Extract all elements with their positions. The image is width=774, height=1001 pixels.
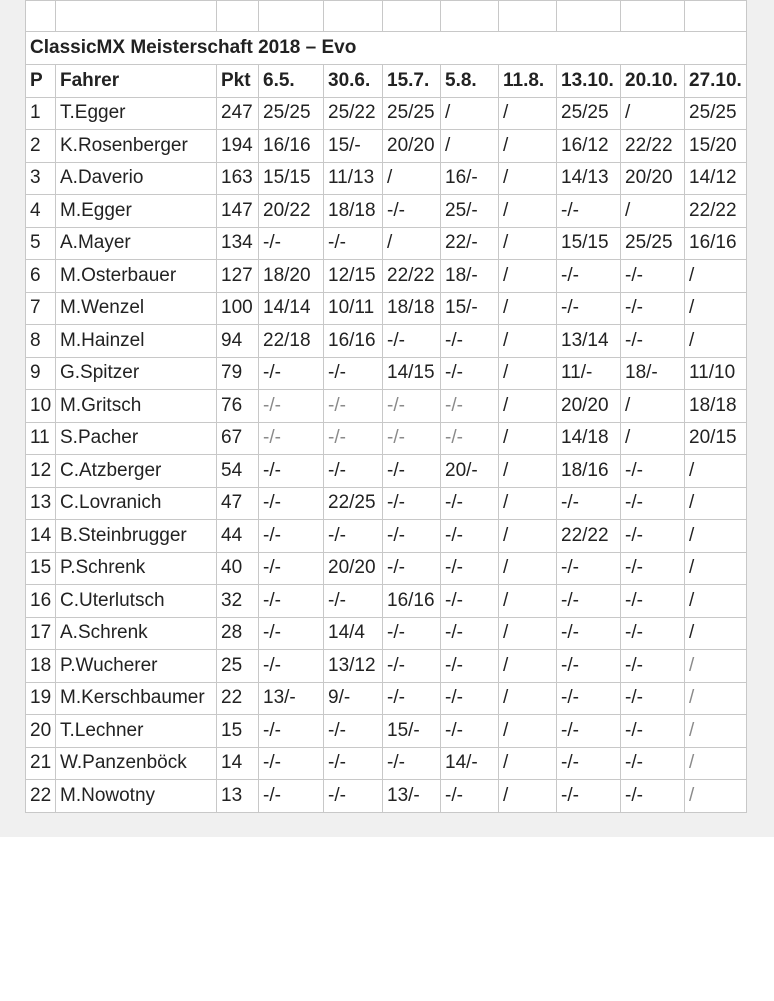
table-cell: 15/15 — [259, 162, 324, 195]
table-cell: / — [685, 617, 747, 650]
table-row — [26, 487, 747, 520]
table-cell: S.Pacher — [56, 422, 217, 455]
table-row — [26, 422, 747, 455]
table-cell: 14/18 — [557, 422, 621, 455]
table-cell: -/- — [557, 487, 621, 520]
table-cell: 25/- — [441, 195, 499, 228]
table-row — [26, 195, 747, 228]
table-cell: -/- — [621, 715, 685, 748]
column-header: 20.10. — [621, 65, 685, 98]
table-row — [26, 260, 747, 293]
column-header: 15.7. — [383, 65, 441, 98]
table-cell: 47 — [217, 487, 259, 520]
table-cell: / — [499, 617, 557, 650]
table-cell: -/- — [324, 747, 383, 780]
table-cell: 25/22 — [324, 97, 383, 130]
table-cell: 134 — [217, 227, 259, 260]
table-cell: / — [383, 162, 441, 195]
table-cell: -/- — [259, 455, 324, 488]
table-cell: -/- — [259, 780, 324, 813]
table-cell: 22/22 — [621, 130, 685, 163]
table-cell: 16 — [26, 585, 56, 618]
table-cell: -/- — [621, 552, 685, 585]
table-cell: A.Schrenk — [56, 617, 217, 650]
table-cell: 11/- — [557, 357, 621, 390]
table-cell: -/- — [383, 422, 441, 455]
table-cell: -/- — [557, 617, 621, 650]
table-cell: -/- — [621, 520, 685, 553]
table-cell: / — [685, 260, 747, 293]
table-cell: 13/12 — [324, 650, 383, 683]
table-cell: -/- — [621, 747, 685, 780]
header-row — [26, 65, 747, 98]
table-cell: / — [499, 520, 557, 553]
table-cell: M.Nowotny — [56, 780, 217, 813]
table-cell: 22/22 — [685, 195, 747, 228]
table-cell: M.Gritsch — [56, 390, 217, 423]
table-cell: -/- — [383, 325, 441, 358]
table-cell: T.Egger — [56, 97, 217, 130]
table-cell: 18/18 — [685, 390, 747, 423]
table-cell: / — [383, 227, 441, 260]
table-cell: -/- — [324, 715, 383, 748]
table-row — [26, 780, 747, 813]
table-row — [26, 130, 747, 163]
table-cell: -/- — [259, 585, 324, 618]
table-cell: -/- — [324, 227, 383, 260]
table-cell: / — [499, 650, 557, 683]
table-cell: -/- — [383, 650, 441, 683]
table-cell: 3 — [26, 162, 56, 195]
table-cell: / — [685, 780, 747, 813]
table-row — [26, 617, 747, 650]
table-cell: / — [499, 195, 557, 228]
table-cell: / — [499, 162, 557, 195]
table-cell: -/- — [621, 682, 685, 715]
table-cell: 10/11 — [324, 292, 383, 325]
table-cell: -/- — [441, 422, 499, 455]
table-cell: -/- — [557, 682, 621, 715]
column-header: 5.8. — [441, 65, 499, 98]
table-cell: 14/13 — [557, 162, 621, 195]
table-cell: 6 — [26, 260, 56, 293]
table-cell: -/- — [259, 487, 324, 520]
table-cell: 12/15 — [324, 260, 383, 293]
table-cell: -/- — [557, 292, 621, 325]
table-cell: -/- — [621, 487, 685, 520]
table-cell: T.Lechner — [56, 715, 217, 748]
column-header: 13.10. — [557, 65, 621, 98]
table-row — [26, 552, 747, 585]
table-cell: 18/- — [441, 260, 499, 293]
table-cell: 22/25 — [324, 487, 383, 520]
table-row — [26, 520, 747, 553]
table-cell: -/- — [621, 650, 685, 683]
table-cell: M.Osterbauer — [56, 260, 217, 293]
table-cell: 2 — [26, 130, 56, 163]
table-cell: -/- — [259, 390, 324, 423]
table-cell: 16/12 — [557, 130, 621, 163]
table-cell: W.Panzenböck — [56, 747, 217, 780]
table-cell: 25/25 — [259, 97, 324, 130]
table-cell: C.Uterlutsch — [56, 585, 217, 618]
table-cell: 79 — [217, 357, 259, 390]
column-header: 27.10. — [685, 65, 747, 98]
table-cell: / — [499, 682, 557, 715]
table-cell: 100 — [217, 292, 259, 325]
table-cell: / — [685, 552, 747, 585]
table-cell: 13 — [26, 487, 56, 520]
table-cell: 13 — [217, 780, 259, 813]
table-cell: 18/18 — [383, 292, 441, 325]
table-cell: 14/- — [441, 747, 499, 780]
table-cell: G.Spitzer — [56, 357, 217, 390]
table-cell: -/- — [557, 780, 621, 813]
column-header: 11.8. — [499, 65, 557, 98]
table-cell: -/- — [259, 552, 324, 585]
table-cell: M.Wenzel — [56, 292, 217, 325]
table-cell: -/- — [557, 747, 621, 780]
table-cell: 5 — [26, 227, 56, 260]
table-cell: 17 — [26, 617, 56, 650]
table-cell: 18 — [26, 650, 56, 683]
table-cell: -/- — [441, 617, 499, 650]
table-cell: / — [499, 585, 557, 618]
table-cell: 16/16 — [324, 325, 383, 358]
table-cell: 22 — [26, 780, 56, 813]
table-cell: -/- — [324, 422, 383, 455]
table-cell: / — [621, 422, 685, 455]
column-header: 30.6. — [324, 65, 383, 98]
table-cell: -/- — [621, 585, 685, 618]
table-cell: -/- — [557, 195, 621, 228]
table-cell: 247 — [217, 97, 259, 130]
table-cell: / — [499, 97, 557, 130]
table-cell: 16/- — [441, 162, 499, 195]
table-cell: M.Hainzel — [56, 325, 217, 358]
table-cell: -/- — [621, 325, 685, 358]
table-cell: 20/20 — [621, 162, 685, 195]
table-row — [26, 292, 747, 325]
empty-row — [26, 1, 747, 32]
table-cell: -/- — [621, 260, 685, 293]
table-cell: / — [499, 780, 557, 813]
table-cell: 14 — [26, 520, 56, 553]
table-cell: / — [499, 227, 557, 260]
table-cell: -/- — [383, 682, 441, 715]
table-cell: 14/15 — [383, 357, 441, 390]
table-cell: / — [499, 422, 557, 455]
table-cell: 18/20 — [259, 260, 324, 293]
table-row — [26, 390, 747, 423]
table-cell: -/- — [557, 585, 621, 618]
table-cell: -/- — [441, 650, 499, 683]
table-cell: -/- — [557, 650, 621, 683]
table-cell: 20/- — [441, 455, 499, 488]
table-row — [26, 162, 747, 195]
table-cell: 15/- — [383, 715, 441, 748]
standings-table — [25, 0, 747, 813]
table-cell: -/- — [557, 260, 621, 293]
table-cell: / — [499, 747, 557, 780]
table-cell: 22/18 — [259, 325, 324, 358]
table-cell: -/- — [324, 455, 383, 488]
table-cell: 76 — [217, 390, 259, 423]
table-cell: -/- — [259, 650, 324, 683]
table-cell: / — [685, 325, 747, 358]
table-cell: / — [499, 292, 557, 325]
table-cell: C.Lovranich — [56, 487, 217, 520]
table-cell: / — [621, 195, 685, 228]
table-cell: 15/- — [441, 292, 499, 325]
table-cell: / — [685, 747, 747, 780]
table-cell: 28 — [217, 617, 259, 650]
table-cell: / — [499, 552, 557, 585]
table-cell: / — [499, 130, 557, 163]
column-header: P — [26, 65, 56, 98]
table-cell: -/- — [441, 487, 499, 520]
table-cell: / — [499, 325, 557, 358]
table-cell: 20 — [26, 715, 56, 748]
table-cell: / — [621, 97, 685, 130]
table-cell: 194 — [217, 130, 259, 163]
table-row — [26, 650, 747, 683]
table-cell: 67 — [217, 422, 259, 455]
table-cell: / — [499, 455, 557, 488]
table-cell: -/- — [383, 617, 441, 650]
table-cell: 14/14 — [259, 292, 324, 325]
table-cell: -/- — [383, 520, 441, 553]
table-row — [26, 585, 747, 618]
table-cell: / — [685, 520, 747, 553]
table-cell: -/- — [259, 747, 324, 780]
table-cell: M.Egger — [56, 195, 217, 228]
table-cell: 21 — [26, 747, 56, 780]
table-cell: 14 — [217, 747, 259, 780]
table-cell: 11/13 — [324, 162, 383, 195]
table-cell: / — [621, 390, 685, 423]
table-cell: 7 — [26, 292, 56, 325]
table-cell: -/- — [259, 357, 324, 390]
table-cell: A.Mayer — [56, 227, 217, 260]
table-cell: / — [685, 682, 747, 715]
table-cell: 25/25 — [383, 97, 441, 130]
column-header: Pkt — [217, 65, 259, 98]
table-cell: -/- — [621, 617, 685, 650]
table-cell: 14/12 — [685, 162, 747, 195]
table-cell: 54 — [217, 455, 259, 488]
table-cell: / — [685, 585, 747, 618]
table-cell: -/- — [557, 715, 621, 748]
table-cell: 15/- — [324, 130, 383, 163]
table-cell: 25/25 — [621, 227, 685, 260]
table-cell: -/- — [621, 455, 685, 488]
table-cell: 20/22 — [259, 195, 324, 228]
table-cell: -/- — [259, 227, 324, 260]
table-title: ClassicMX Meisterschaft 2018 – Evo — [26, 32, 747, 65]
column-header: Fahrer — [56, 65, 217, 98]
table-cell: P.Wucherer — [56, 650, 217, 683]
table-cell: -/- — [441, 682, 499, 715]
table-cell: 13/- — [383, 780, 441, 813]
table-row — [26, 455, 747, 488]
table-cell: A.Daverio — [56, 162, 217, 195]
table-cell: K.Rosenberger — [56, 130, 217, 163]
table-cell: 10 — [26, 390, 56, 423]
table-cell: 1 — [26, 97, 56, 130]
table-cell: -/- — [557, 552, 621, 585]
table-cell: 15/15 — [557, 227, 621, 260]
table-cell: 18/18 — [324, 195, 383, 228]
table-cell: -/- — [441, 325, 499, 358]
table-cell: 18/- — [621, 357, 685, 390]
table-cell: / — [499, 715, 557, 748]
table-cell: 8 — [26, 325, 56, 358]
table-cell: 127 — [217, 260, 259, 293]
table-cell: -/- — [441, 390, 499, 423]
table-cell: 12 — [26, 455, 56, 488]
table-cell: 22/- — [441, 227, 499, 260]
table-cell: 16/16 — [259, 130, 324, 163]
table-cell: 16/16 — [685, 227, 747, 260]
table-cell: / — [685, 487, 747, 520]
table-cell: 40 — [217, 552, 259, 585]
table-row — [26, 357, 747, 390]
table-cell: / — [499, 357, 557, 390]
table-cell: -/- — [324, 585, 383, 618]
table-cell: -/- — [383, 552, 441, 585]
table-cell: -/- — [383, 487, 441, 520]
table-cell: -/- — [383, 195, 441, 228]
table-cell: -/- — [324, 357, 383, 390]
table-cell: 13/- — [259, 682, 324, 715]
table-cell: M.Kerschbaumer — [56, 682, 217, 715]
table-cell: -/- — [441, 357, 499, 390]
table-cell: 11/10 — [685, 357, 747, 390]
table-cell: / — [685, 715, 747, 748]
table-cell: 22/22 — [557, 520, 621, 553]
table-cell: 20/20 — [383, 130, 441, 163]
table-cell: P.Schrenk — [56, 552, 217, 585]
table-cell: -/- — [324, 390, 383, 423]
table-cell: B.Steinbrugger — [56, 520, 217, 553]
table-cell: / — [685, 650, 747, 683]
table-cell: -/- — [441, 552, 499, 585]
table-cell: 32 — [217, 585, 259, 618]
title-row — [26, 32, 747, 65]
table-cell: -/- — [324, 520, 383, 553]
table-cell: -/- — [259, 617, 324, 650]
table-cell: / — [499, 487, 557, 520]
table-cell: 15/20 — [685, 130, 747, 163]
table-cell: -/- — [621, 292, 685, 325]
table-row — [26, 227, 747, 260]
table-cell: 44 — [217, 520, 259, 553]
table-cell: -/- — [259, 715, 324, 748]
table-cell: 15 — [26, 552, 56, 585]
table-cell: -/- — [441, 520, 499, 553]
table-cell: / — [685, 455, 747, 488]
table-row — [26, 747, 747, 780]
table-cell: 20/15 — [685, 422, 747, 455]
table-cell: 9/- — [324, 682, 383, 715]
table-cell: / — [499, 260, 557, 293]
table-row — [26, 325, 747, 358]
table-row — [26, 682, 747, 715]
table-cell: 20/20 — [557, 390, 621, 423]
table-row — [26, 97, 747, 130]
table-cell: 13/14 — [557, 325, 621, 358]
table-cell: -/- — [259, 422, 324, 455]
table-cell: 94 — [217, 325, 259, 358]
table-cell: 14/4 — [324, 617, 383, 650]
table-cell: 25 — [217, 650, 259, 683]
table-cell: 19 — [26, 682, 56, 715]
table-cell: / — [441, 130, 499, 163]
table-cell: -/- — [383, 390, 441, 423]
table-cell: 147 — [217, 195, 259, 228]
table-cell: 15 — [217, 715, 259, 748]
table-cell: / — [685, 292, 747, 325]
table-cell: 9 — [26, 357, 56, 390]
table-cell: -/- — [441, 780, 499, 813]
table-cell: 16/16 — [383, 585, 441, 618]
table-cell: 11 — [26, 422, 56, 455]
column-header: 6.5. — [259, 65, 324, 98]
table-cell: -/- — [324, 780, 383, 813]
table-cell: 18/16 — [557, 455, 621, 488]
table-cell: 4 — [26, 195, 56, 228]
table-cell: -/- — [621, 780, 685, 813]
table-cell: / — [499, 390, 557, 423]
table-cell: -/- — [259, 520, 324, 553]
table-cell: -/- — [383, 455, 441, 488]
table-cell: 25/25 — [685, 97, 747, 130]
table-cell: -/- — [441, 715, 499, 748]
table-cell: -/- — [383, 747, 441, 780]
table-cell: -/- — [441, 585, 499, 618]
table-cell: 25/25 — [557, 97, 621, 130]
table-cell: C.Atzberger — [56, 455, 217, 488]
table-cell: 20/20 — [324, 552, 383, 585]
table-cell: / — [441, 97, 499, 130]
table-cell: 22 — [217, 682, 259, 715]
table-row — [26, 715, 747, 748]
table-cell: 163 — [217, 162, 259, 195]
table-cell: 22/22 — [383, 260, 441, 293]
